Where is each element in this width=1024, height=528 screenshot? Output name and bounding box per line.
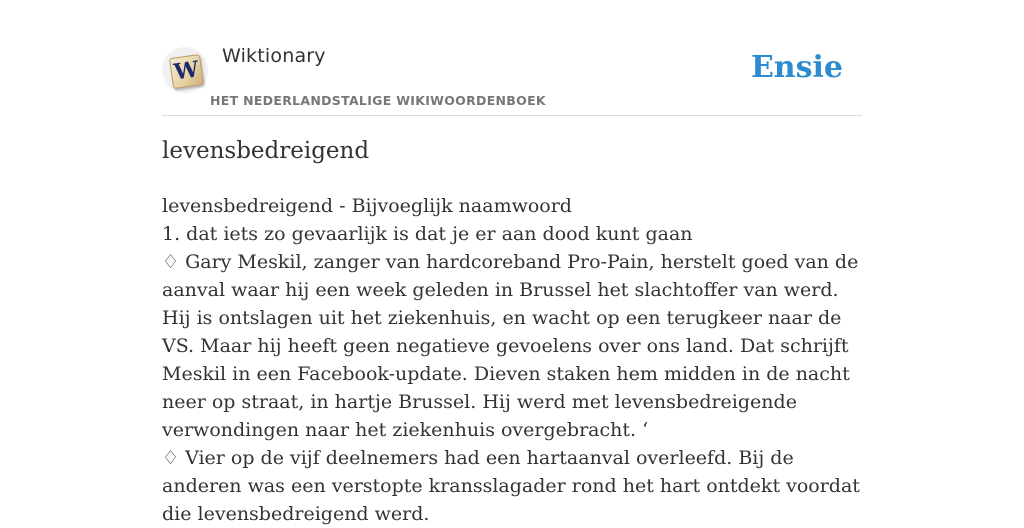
example-1: ♢ Gary Meskil, zanger van hardcoreband Pro-Pain, herstelt goed van de aanval waar hij een week geleden in Brussel het slachtoffer van werd. Hij is ontslagen uit het ziekenhuis, en wacht op een terugkeer naar de VS. Maar hij heeft geen negatieve gevoelens over ons land. Dat schrijft Meskil in een Facebook-update. Dieven staken hem midden in de nacht neer op straat, in hartje Brussel. Hij werd met levensbedreigende verwondingen naar het ziekenhuis overgebracht. ‘ xyxy=(162,251,859,441)
wiktionary-logo[interactable] xyxy=(162,47,208,93)
entry-content xyxy=(162,192,862,528)
definition-line: 1. dat iets zo gevaarlijk is dat je er aan dood kunt gaan xyxy=(162,223,693,245)
word-class-line: levensbedreigend - Bijvoeglijk naamwoord xyxy=(162,195,572,217)
page-title: levensbedreigend xyxy=(162,138,370,164)
example-2: ♢ Vier op de vijf deelnemers had een hartaanval overleefd. Bij de anderen was een verstopte kransslagader rond het hart ontdekt voordat die levensbedreigend werd. xyxy=(162,447,860,525)
site-tagline: HET NEDERLANDSTALIGE WIKIWOORDENBOEK xyxy=(210,93,546,108)
wiktionary-tile-icon: W xyxy=(169,54,204,89)
site-name[interactable]: Wiktionary xyxy=(222,45,326,67)
ensie-brand-link[interactable]: Ensie xyxy=(750,50,843,85)
site-header xyxy=(162,0,862,116)
